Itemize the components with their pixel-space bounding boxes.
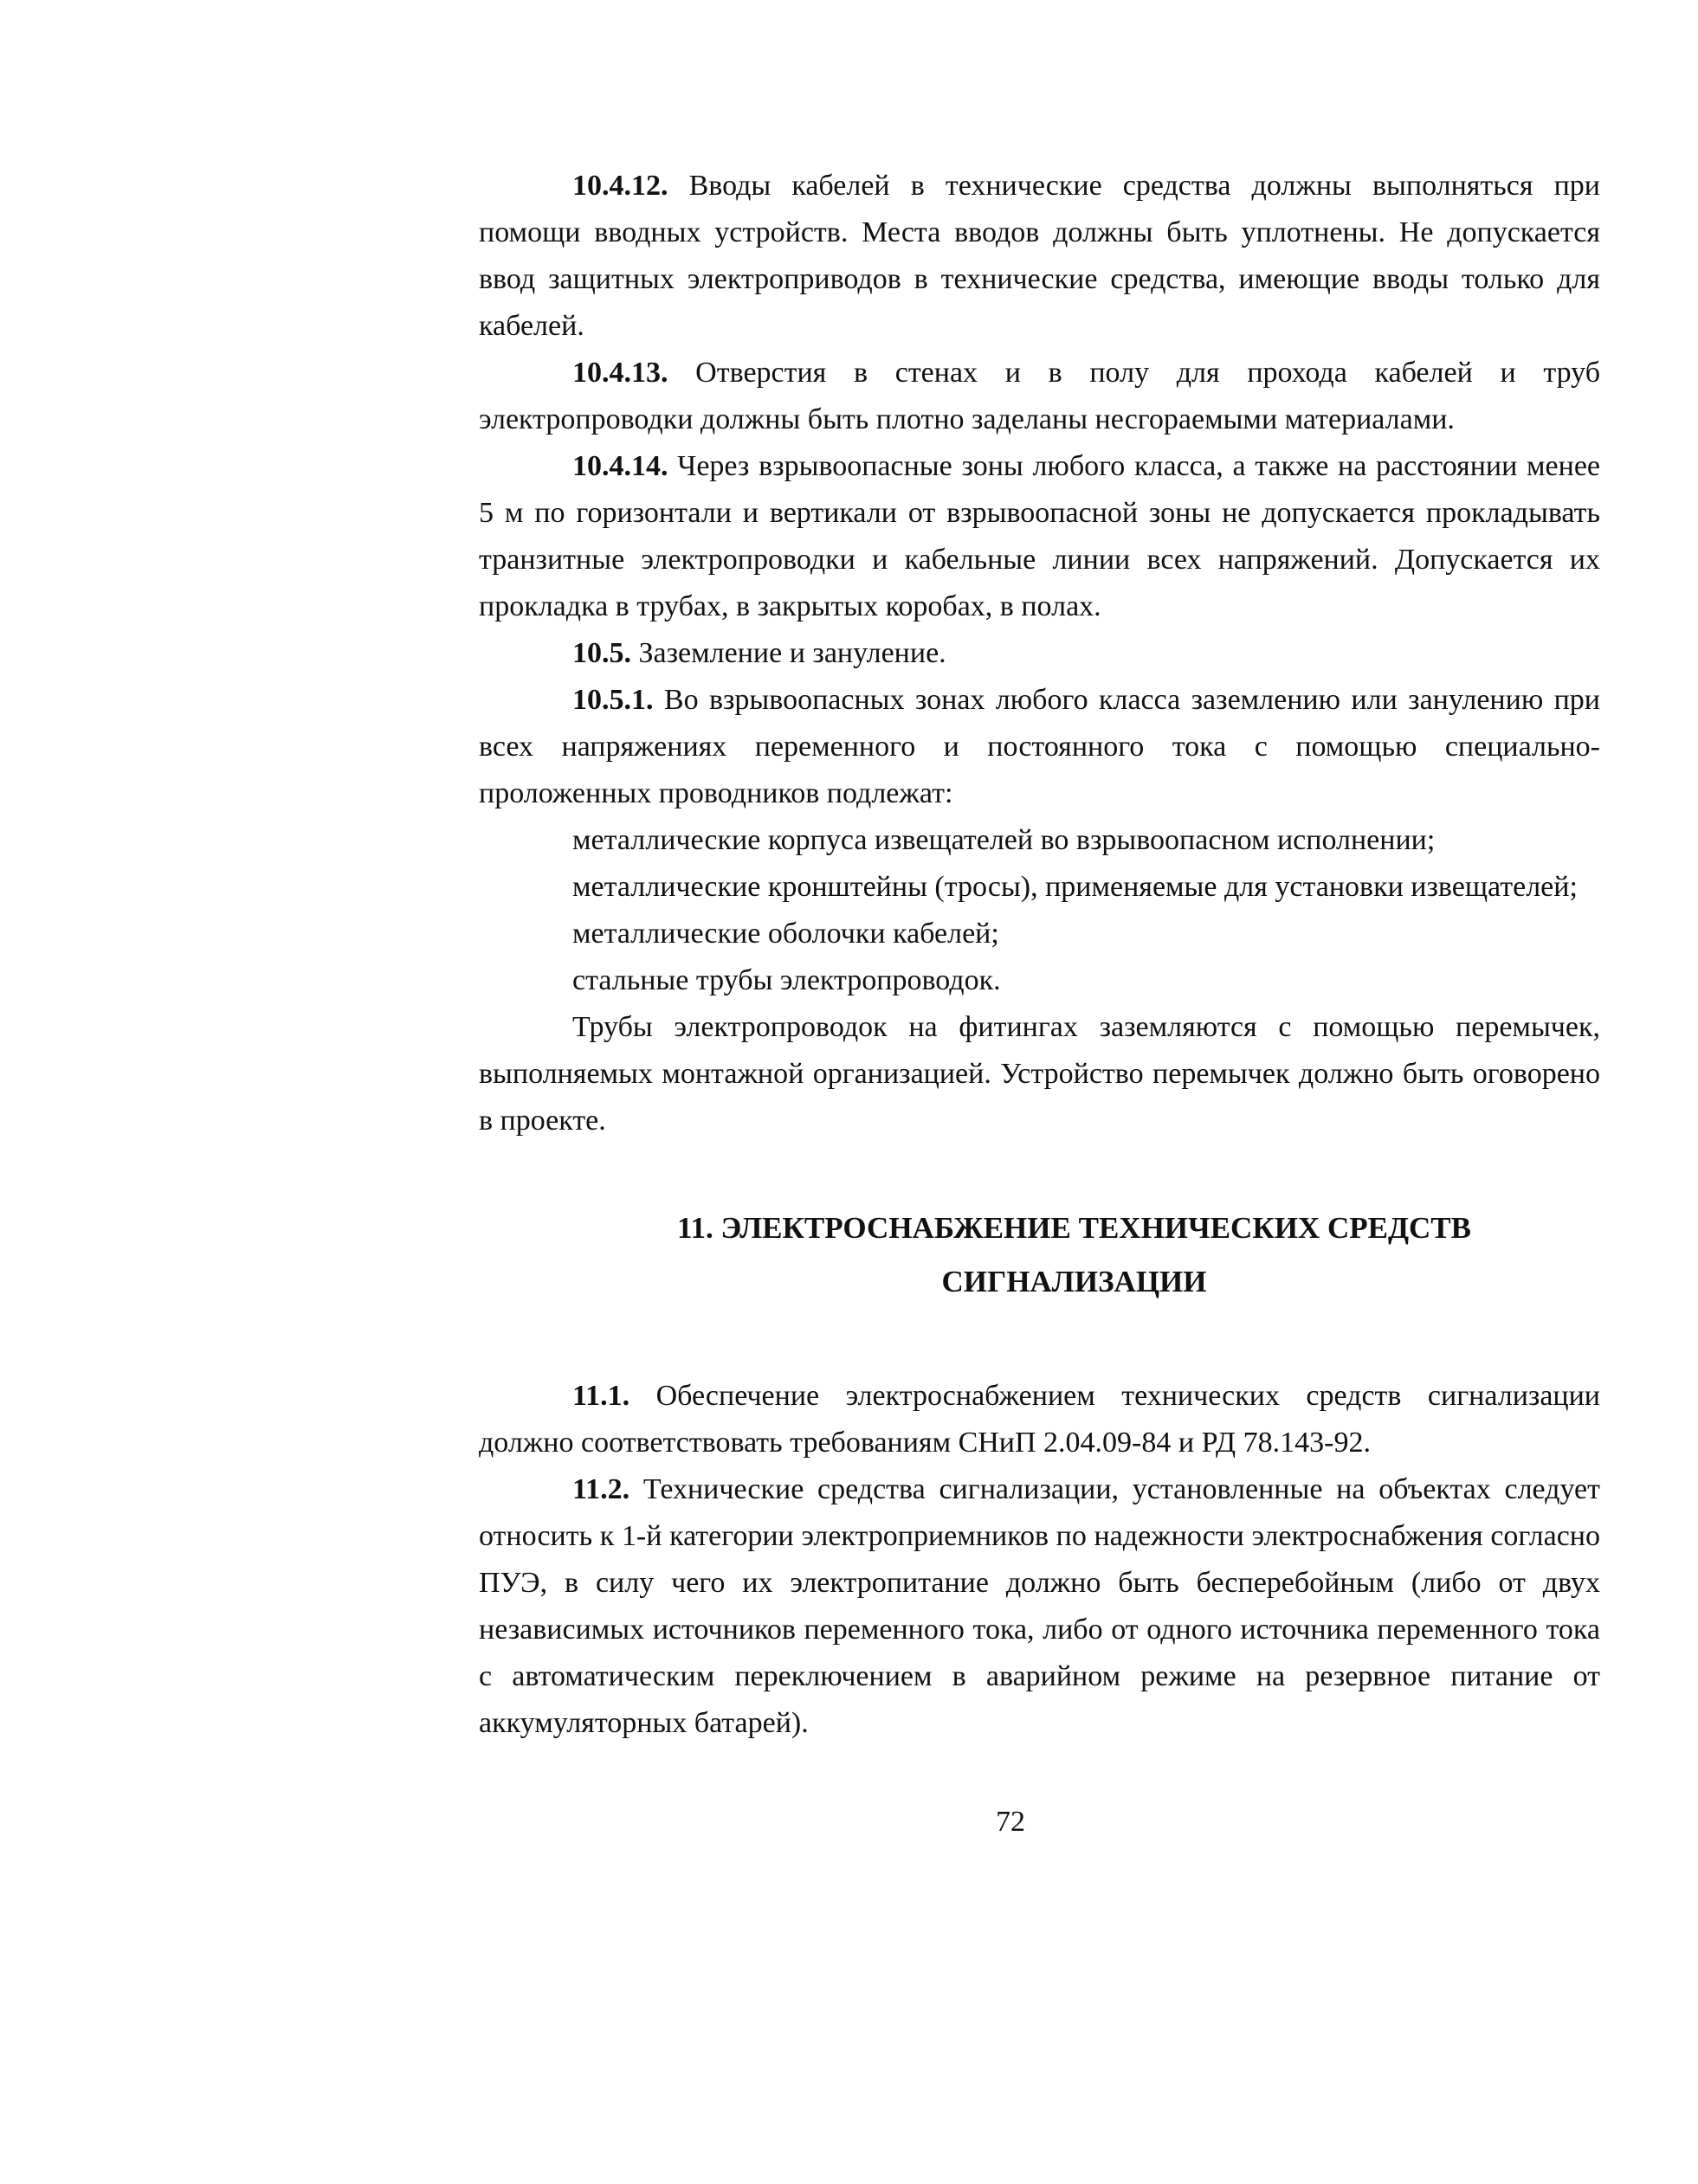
- paragraph-text: Технические средства сигнализации, установленные на объектах следует относить к 1-й категории электроприемников по надежности электроснабжения согласно ПУЭ, в силу чего их электропитание должно быть бесперебойным (либо от двух независимых источников переменного тока, либо от одного источника переменного тока с автоматическим переключением в аварийном режиме на резервное питание от аккумуляторных батарей).: [479, 1473, 1600, 1739]
- paragraph-10-5: [479, 630, 1600, 677]
- paragraph-text: Во взрывоопасных зонах любого класса заземлению или занулению при всех напряжениях переменного и постоянного тока с помощью специально-проложенных проводников подлежат:: [479, 684, 1600, 809]
- paragraph-text: Отверстия в стенах и в полу для прохода кабелей и труб электропроводки должны быть плотно заделаны несгораемыми материалами.: [479, 357, 1600, 435]
- closing-paragraph: Трубы электропроводок на фитингах заземляются с помощью перемычек, выполняемых монтажной организацией. Устройство перемычек должно быть оговорено в проекте.: [479, 1011, 1600, 1137]
- paragraph-text: Обеспечение электроснабжением технических средств сигнализации должно соответствовать требованиям СНиП 2.04.09-84 и РД 78.143-92.: [479, 1380, 1600, 1459]
- document-page: [479, 163, 1600, 1747]
- paragraph-text: Вводы кабелей в технические средства должны выполняться при помощи вводных устройств. Места вводов должны быть уплотнены. Не допускается ввод защитных электроприводов в технические средства, имеющие вводы только для кабелей.: [479, 170, 1600, 342]
- paragraph-11-2: [479, 1466, 1600, 1747]
- list-item: металлические кронштейны (тросы), применяемые для установки извещателей;: [572, 871, 1578, 903]
- clause-number: 10.4.12.: [572, 170, 668, 202]
- paragraph-text: Через взрывоопасные зоны любого класса, а также на расстоянии менее 5 м по горизонтали и вертикали от взрывоопасной зоны не допускается прокладывать транзитные электропроводки и кабельные линии всех напряжений. Допускается их прокладка в трубах, в закрытых коробах, в полах.: [479, 450, 1600, 622]
- section-heading: [479, 1202, 1600, 1309]
- section-heading-line-1: 11. ЭЛЕКТРОСНАБЖЕНИЕ ТЕХНИЧЕСКИХ СРЕДСТВ: [676, 1211, 1471, 1245]
- list-item: металлические корпуса извещателей во взрывоопасном исполнении;: [572, 824, 1436, 856]
- paragraph-10-4-12: [479, 163, 1600, 350]
- paragraph-11-1: [479, 1373, 1600, 1466]
- section-heading-line-2: СИГНАЛИЗАЦИИ: [941, 1265, 1207, 1298]
- clause-number: 11.2.: [572, 1473, 630, 1505]
- clause-number: 10.5.1.: [572, 684, 654, 716]
- paragraph-10-5-1: [479, 677, 1600, 817]
- page-number: 72: [996, 1806, 1025, 1838]
- list-item: металлические оболочки кабелей;: [572, 918, 999, 950]
- paragraph-10-4-13: [479, 350, 1600, 443]
- clause-number: 10.4.13.: [572, 357, 668, 389]
- paragraph-text: Заземление и зануление.: [631, 637, 946, 669]
- paragraph-10-4-14: [479, 443, 1600, 630]
- list-item: стальные трубы электропроводок.: [572, 964, 1001, 996]
- clause-number: 11.1.: [572, 1380, 630, 1412]
- clause-number: 10.4.14.: [572, 450, 668, 482]
- clause-number: 10.5.: [572, 637, 631, 669]
